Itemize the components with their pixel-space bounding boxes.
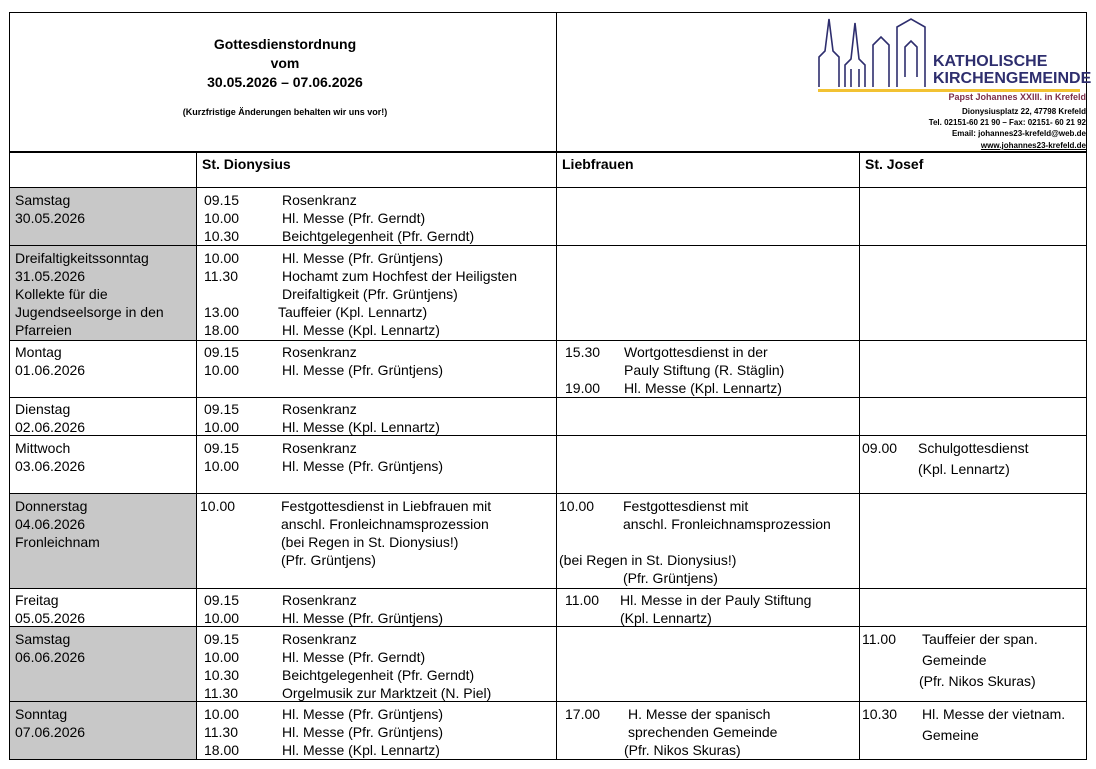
event-time: 10.00: [204, 419, 240, 435]
day-note: Fronleichnam: [15, 534, 100, 550]
border: [859, 152, 860, 760]
event-title: (Kpl. Lennartz): [918, 461, 1010, 477]
email: Email: johannes23-krefeld@web.de: [951, 129, 1086, 138]
event-time: 18.00: [204, 742, 240, 758]
event-title: (Kpl. Lennartz): [620, 610, 712, 626]
event-time: 10.00: [204, 362, 240, 378]
event-title: Gemeinde: [922, 652, 987, 668]
column-header-josef: St. Josef: [865, 156, 924, 172]
event-title: (Pfr. Nikos Skuras): [919, 673, 1036, 689]
event-time: 09.15: [204, 440, 240, 456]
day-name: Donnerstag: [15, 498, 88, 514]
event-title: Rosenkranz: [282, 344, 357, 360]
row-line: [9, 340, 1087, 341]
row-line: [9, 397, 1087, 398]
event-title: Hl. Messe (Kpl. Lennartz): [282, 322, 440, 338]
event-time: 09.15: [204, 592, 240, 608]
event-title: (bei Regen in St. Dionysius!): [559, 552, 737, 568]
event-time: 10.30: [204, 228, 240, 244]
phone: Tel. 02151-60 21 90 – Fax: 02151- 60 21 92: [928, 118, 1086, 127]
event-time: 13.00: [204, 304, 240, 320]
day-date: 05.05.2026: [15, 610, 86, 626]
event-title: Rosenkranz: [282, 401, 357, 417]
row-line: [9, 759, 1087, 760]
event-time: 10.00: [204, 706, 240, 722]
event-title: (Pfr. Grüntjens): [281, 552, 376, 568]
address: Dionysiusplatz 22, 47798 Krefeld: [961, 107, 1086, 116]
event-time: 10.00: [204, 210, 240, 226]
event-title: Hl. Messe (Pfr. Grüntjens): [282, 362, 444, 378]
event-title: (Pfr. Grüntjens): [623, 570, 718, 586]
event-time: 18.00: [204, 322, 240, 338]
event-title: Pauly Stiftung (R. Stäglin): [624, 362, 785, 378]
event-title: Hl. Messe (Pfr. Gerndt): [282, 210, 426, 226]
event-title: Hl. Messe in der Pauly Stiftung: [620, 592, 812, 608]
church-logo-icon: [815, 17, 935, 89]
logo-subtitle: Papst Johannes XXIII. in Krefeld: [948, 92, 1086, 102]
event-title: Beichtgelegenheit (Pfr. Gerndt): [282, 667, 475, 683]
event-title: Hl. Messe (Kpl. Lennartz): [282, 742, 440, 758]
event-title: Festgottesdienst mit: [623, 498, 749, 514]
event-time: 11.30: [204, 685, 238, 701]
day-note: Pfarreien: [15, 322, 72, 338]
event-title: Rosenkranz: [282, 631, 357, 647]
event-title: Hl. Messe (Kpl. Lennartz): [282, 419, 440, 435]
column-header-dionysius: St. Dionysius: [202, 156, 291, 172]
event-time: 09.00: [862, 440, 898, 456]
border: [9, 151, 1087, 153]
event-time: 19.00: [565, 380, 601, 396]
event-title: sprechenden Gemeinde: [628, 724, 778, 740]
event-title: Festgottesdienst in Liebfrauen mit: [281, 498, 492, 514]
event-title: Hl. Messe der vietnam.: [922, 706, 1066, 722]
page-title: Gottesdienstordnung: [213, 36, 357, 52]
event-title: Hl. Messe (Pfr. Grüntjens): [282, 458, 444, 474]
change-note: (Kurzfristige Änderungen behalten wir uns vor!): [182, 107, 388, 117]
border: [196, 152, 197, 760]
row-line: [9, 626, 1087, 627]
website-link[interactable]: www.johannes23-krefeld.de: [980, 141, 1086, 150]
date-range: 30.05.2026 – 07.06.2026: [207, 74, 363, 90]
event-title: Dreifaltigkeit (Pfr. Grüntjens): [282, 286, 458, 302]
event-title: Hl. Messe (Pfr. Grüntjens): [282, 706, 444, 722]
row-line: [9, 588, 1087, 589]
day-date: 31.05.2026: [15, 268, 86, 284]
day-date: 06.06.2026: [15, 649, 86, 665]
event-title: Tauffeier der span.: [922, 631, 1038, 647]
logo-line2: KIRCHENGEMEINDE: [933, 70, 1092, 87]
border: [556, 12, 557, 760]
event-time: 09.15: [204, 192, 240, 208]
event-time: 10.00: [204, 250, 240, 266]
event-title: Hl. Messe (Pfr. Grüntjens): [282, 724, 444, 740]
event-time: 09.15: [204, 631, 240, 647]
day-name: Dienstag: [15, 401, 71, 417]
day-date: 07.06.2026: [15, 724, 86, 740]
event-title: Rosenkranz: [282, 440, 357, 456]
event-title: Tauffeier (Kpl. Lennartz): [278, 304, 428, 320]
day-name: Mittwoch: [15, 440, 71, 456]
event-title: H. Messe der spanisch: [628, 706, 771, 722]
border: [1086, 12, 1087, 760]
day-name: Sonntag: [15, 706, 68, 722]
event-time: 11.00: [862, 631, 896, 647]
event-time: 10.00: [204, 610, 240, 626]
event-title: Hl. Messe (Pfr. Grüntjens): [282, 250, 444, 266]
column-header-liebfrauen: Liebfrauen: [562, 156, 634, 172]
event-title: Hl. Messe (Pfr. Grüntjens): [282, 610, 444, 626]
event-title: Schulgottesdienst: [918, 440, 1029, 456]
day-name: Dreifaltigkeitssonntag: [15, 250, 149, 266]
event-title: Gemeine: [922, 727, 979, 743]
day-note: Kollekte für die: [15, 286, 108, 302]
event-title: Hl. Messe (Kpl. Lennartz): [624, 380, 782, 396]
logo-line1: KATHOLISCHE: [933, 53, 1048, 70]
page-title-vom: vom: [270, 55, 300, 71]
event-time: 10.00: [204, 649, 240, 665]
event-time: 11.00: [565, 592, 599, 608]
event-title: Beichtgelegenheit (Pfr. Gerndt): [282, 228, 475, 244]
event-title: Wortgottesdienst in der: [624, 344, 768, 360]
event-time: 10.00: [204, 458, 240, 474]
event-title: (bei Regen in St. Dionysius!): [281, 534, 459, 550]
event-time: 09.15: [204, 344, 240, 360]
border: [9, 12, 10, 760]
event-time: 17.00: [565, 706, 601, 722]
event-title: anschl. Fronleichnamsprozession: [623, 516, 831, 532]
day-date: 02.06.2026: [15, 419, 86, 435]
row-line: [9, 187, 1087, 188]
event-time: 10.00: [559, 498, 595, 514]
row-line: [9, 435, 1087, 436]
event-time: 11.30: [204, 724, 238, 740]
event-time: 15.30: [565, 344, 601, 360]
event-title: Orgelmusik zur Marktzeit (N. Piel): [282, 685, 492, 701]
event-title: Rosenkranz: [282, 592, 357, 608]
border: [9, 12, 1087, 13]
event-time: 10.30: [204, 667, 240, 683]
day-date: 04.06.2026: [15, 516, 86, 532]
day-note: Jugendseelsorge in den: [15, 304, 164, 320]
event-title: anschl. Fronleichnamsprozession: [281, 516, 489, 532]
day-name: Samstag: [15, 192, 71, 208]
event-title: Hochamt zum Hochfest der Heiligsten: [282, 268, 517, 284]
event-time: 09.15: [204, 401, 240, 417]
day-name: Montag: [15, 344, 62, 360]
row-line: [9, 701, 1087, 702]
row-line: [9, 493, 1087, 494]
event-title: Hl. Messe (Pfr. Gerndt): [282, 649, 426, 665]
event-time: 11.30: [204, 268, 238, 284]
event-time: 10.30: [862, 706, 898, 722]
day-name: Freitag: [15, 592, 59, 608]
row-line: [9, 245, 1087, 246]
day-date: 01.06.2026: [15, 362, 86, 378]
event-title: (Pfr. Nikos Skuras): [624, 742, 741, 758]
event-time: 10.00: [200, 498, 236, 514]
day-date: 03.06.2026: [15, 458, 86, 474]
day-date: 30.05.2026: [15, 210, 86, 226]
day-name: Samstag: [15, 631, 71, 647]
event-title: Rosenkranz: [282, 192, 357, 208]
